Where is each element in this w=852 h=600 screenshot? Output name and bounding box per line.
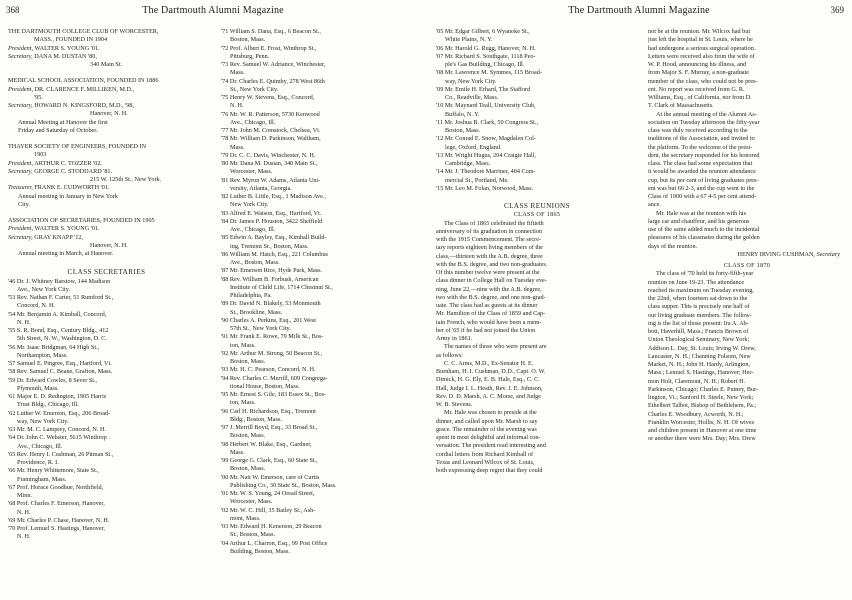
- report-line: reunion on June 19-23. The attendance: [648, 278, 745, 286]
- class-secretary-line: versity, Atlanta, Georgia.: [230, 184, 292, 192]
- class-secretary-line: St., Brookline, Mass.: [230, 308, 283, 316]
- class-1865-report-continued: [648, 28, 846, 251]
- association-line: Secretary, GEORGE C. STODDARD '81.: [8, 167, 113, 175]
- class-secretary-line: '53 Rev. Nathan F. Carter, 51 Rumford St.,: [8, 294, 114, 301]
- association-entry: [8, 143, 205, 209]
- class-secretary-line: '65 Rev. Henry I. Cushman, 26 Pitman St.,: [8, 450, 114, 458]
- report-line: and children present in Hanover at one time: [648, 427, 757, 434]
- class-secretary-line: '88 Rev. William B. Forbush, American: [221, 275, 319, 283]
- class-secretary-line: Publishing Co., 30 State St., Boston, Mass.: [230, 481, 337, 489]
- report-line: use of the same added much to the incidental: [648, 226, 760, 233]
- report-line: Class of 1900 with a 67 4-5 per cent attend-: [648, 193, 757, 200]
- class-secretary-line: '11 Mr. Joshua B. Clark, 50 Congress St.,: [436, 118, 538, 126]
- report-line: member of the class, who could not be pres-: [648, 77, 758, 85]
- report-line: Mass.; Lemuel S. Hastings, Hanover; Her-: [648, 369, 754, 377]
- class-secretary-line: Mass.: [230, 143, 245, 151]
- association-line: Hanover, N. H.: [90, 241, 128, 249]
- report-line: both expressing deep regret that they could: [436, 467, 543, 474]
- report-line: Texas and Leonard Wilcox of St. Louis,: [436, 458, 535, 466]
- report-line: pleasures of his classmates during the golden: [648, 234, 760, 242]
- association-line: '95.: [34, 93, 43, 101]
- class-secretary-line: '10 Mr. Maynard Teall, University Club,: [436, 102, 536, 110]
- report-line: Franklin Worcester, Hollis, N. H. Of wives: [648, 418, 755, 426]
- class-secretary-line: Minn.: [17, 492, 32, 499]
- association-line: Hanover, N. H.: [90, 110, 128, 118]
- report-line: sociation on Tuesday afternoon the fifty-year: [648, 118, 760, 126]
- association-line: President, DR. CLARENCE F. MILLIKEN, M.D.,: [8, 85, 135, 93]
- class-secretary-line: '15 Mr. Leo M. Folan, Norwood, Mass.: [436, 184, 534, 192]
- association-line: Secretary, GRAY KNAPP '12,: [8, 233, 83, 241]
- association-line: Treasurer, FRANK E. CUDWORTH '01.: [8, 184, 110, 192]
- report-line: dinner, and called upon Mr. Marsh to say: [436, 417, 538, 425]
- report-line: cup, but its per cent of living graduates pres-: [648, 176, 759, 184]
- report-line: Hall, Judge I. L. Heath, Rev. J. E. Johnson,: [436, 384, 543, 392]
- running-title-right: The Dartmouth Alumni Magazine: [568, 5, 710, 16]
- report-line: At the annual meeting of the Alumni As-: [656, 110, 757, 118]
- report-line: ent was but 66 2-3, and the cup went to the: [648, 184, 755, 192]
- association-line: President, WALTER S. YOUNG '01.: [8, 225, 100, 233]
- class-secretary-line: Mass.: [230, 69, 245, 77]
- report-line: it would be awarded the reunion attendance: [648, 168, 756, 176]
- association-line: President, WALTER S. YOUNG '01.: [8, 44, 100, 52]
- class-secretary-line: Ave., Chicago, Ill.: [230, 118, 276, 126]
- class-secretary-line: '76 Mr. W. R. Patterson, 5730 Kenwood: [221, 110, 320, 118]
- class-secretary-line: '78 Mr. William D. Parkinson, Waltham,: [221, 135, 321, 143]
- report-line: Union Theological Seminary, New York;: [648, 336, 750, 344]
- report-line: class dinner in College Hall on Tuesday eve-: [436, 277, 547, 285]
- report-line: class was duly received according to the: [648, 127, 748, 134]
- report-line: anniversary of its graduation in connection: [436, 227, 543, 235]
- left-column-1: [8, 28, 205, 542]
- report-line: ance.: [648, 201, 661, 209]
- association-line: Annual meeting in March, at Hanover.: [18, 250, 114, 257]
- class-secretary-line: Philadelphia, Pa.: [230, 292, 272, 299]
- association-line: THAYER SOCIETY OF ENGINEERS, FOUNDED IN: [8, 143, 147, 150]
- association-line: City.: [18, 200, 30, 208]
- report-line: C. C. Arms, M.D., Ex-Senator H. E.: [444, 359, 534, 367]
- report-line: from Major S. F. Murray, a non-graduate: [648, 69, 749, 77]
- class-secretary-line: '71 William S. Dana, Esq., 6 Beacon St.,: [221, 28, 321, 35]
- class-reunions-heading: CLASS REUNIONS: [503, 202, 571, 210]
- report-line: tary reports eighteen living members of the: [436, 244, 543, 252]
- class-secretary-line: '84 Dr. James P. Houston, 3422 Sheffield: [221, 217, 323, 225]
- class-secretary-line: '64 Dr. John C. Webster, 5615 Winthrop: [8, 434, 107, 442]
- report-line: the platform. To the welcome of the presi-: [648, 143, 753, 151]
- report-line: Of this number twelve were present at the: [436, 269, 540, 276]
- report-line: ent. No report was received from G. R.: [648, 85, 745, 93]
- report-line: mon Holt, Claremont, N. H.; Robert H.: [648, 377, 746, 385]
- report-line: The Class of 1865 celebrated the fiftieth: [444, 219, 544, 227]
- class-secretary-line: Boston, Mass.: [230, 358, 266, 365]
- class-secretary-line: '05 Mr. Edgar Gilbert, 6 Wyanoke St.,: [436, 28, 530, 35]
- report-line: just left the hospital in St. Louis, where he: [648, 36, 753, 44]
- class-secretary-line: N. H.: [17, 533, 31, 541]
- association-entry: [8, 77, 205, 135]
- association-entry: [8, 28, 205, 69]
- class-secretary-line: '89 Dr. David N. Blakely, 53 Monmouth: [221, 300, 321, 308]
- class-secretary-line: '00 Mr. Natt W. Emerson, care of Curtis: [221, 473, 320, 481]
- class-secretary-line: '94 Rev. Charles C. Merrill, 609 Congrega-: [221, 374, 328, 382]
- page-number-right: 369: [830, 5, 844, 15]
- report-line: not be at the reunion. Mr. Wilcox had but: [648, 28, 751, 35]
- report-line: traditions of the Association, and invited to: [648, 135, 755, 143]
- report-line: ing is the list of those present: Ira A. Ab-: [648, 319, 749, 327]
- report-line: class,—thirteen with the A.B. degree, three: [436, 252, 543, 260]
- report-line: Williams, Esq., of California, nor from D.: [648, 94, 752, 101]
- class-secretary-line: mont, Mass.: [230, 514, 261, 522]
- class-secretary-line: '57 Samuel E. Pingree, Esq., Hartford, Vt.: [8, 360, 112, 367]
- report-line: with the 1915 Commencement. The secre-: [436, 236, 542, 243]
- report-line: The class of '70 held its forty-fifth-year: [656, 270, 754, 278]
- class-secretary-line: '59 Dr. Edward Cowles, 8 Sever St.,: [8, 376, 98, 384]
- report-line: tain French, who would have been a mem-: [436, 318, 542, 326]
- report-line: our living graduate members. The follow-: [648, 311, 752, 319]
- class-secretary-line: 5th Street, N. W., Washington, D. C.: [17, 335, 107, 343]
- class-secretary-line: '62 Luther W. Emerson, Esq., 206 Broad-: [8, 409, 111, 417]
- class-secretary-line: White Plains, N. Y.: [445, 36, 493, 44]
- class-secretary-line: Ave., New York City.: [17, 285, 70, 293]
- class-secretary-line: way, New York City.: [445, 77, 497, 85]
- class-secretary-line: '63 Mr. M. C. Lamprey, Concord, N. H.: [8, 426, 106, 433]
- report-line: as follows:: [436, 351, 463, 359]
- class-secretary-line: '82 Luther B. Little, Esq., 1 Madison Ave.,: [221, 193, 326, 200]
- association-line: THE DARTMOUTH COLLEGE CLUB OF WORCESTER,: [8, 28, 159, 35]
- report-line: cordial letters from Richard Kimball of: [436, 450, 534, 458]
- class-secretary-line: ple's Gas Building, Chicago, Ill.: [445, 61, 525, 68]
- class-secretary-line: N. H.: [230, 102, 244, 110]
- class-secretary-line: Plymouth, Mass.: [17, 384, 59, 392]
- report-line: bott, Haverhill, Mass.; Francis Brown of: [648, 328, 749, 335]
- association-line: President, ARTHUR C. TOZZER '02.: [8, 159, 102, 167]
- association-line: Secretary, HOWARD N. KINGSFORD, M.D., '98,: [8, 102, 135, 109]
- class-secretaries-continued: [436, 28, 638, 193]
- class-secretary-line: '69 Mr. Charles P. Chase, Hanover, N. H.: [8, 516, 110, 524]
- class-secretary-line: '67 Prof. Horace Goodhue, Northfield,: [8, 483, 104, 491]
- class-secretary-line: Mass.: [230, 448, 245, 456]
- class-secretary-line: '12 Mr. Conrad E. Snow, Magdalen Col-: [436, 135, 536, 143]
- class-secretary-line: Institute of Child Life, 1714 Chestnut St.,: [230, 283, 333, 291]
- class-secretary-line: '93 Mr. H. C. Pearson, Concord, N. H.: [221, 366, 316, 374]
- report-line: Mr. Hamilton of the Class of 1859 and Cap-: [436, 310, 546, 318]
- class-secretary-line: '58 Rev. Samuel C. Beane, Grafton, Mass.: [8, 368, 113, 376]
- class-secretary-line: '72 Prof. Albert E. Frost, Winthrop St.,: [221, 44, 317, 52]
- report-line: Lancaster, N. H.; Channing Folsom, New: [648, 352, 751, 360]
- class-secretary-line: N. H.: [17, 508, 31, 516]
- class-secretary-line: Northampton, Mass.: [17, 351, 68, 359]
- report-line: Addison L. Day, St. Louis; Irving W. Drew,: [648, 344, 756, 352]
- class-secretary-line: '97 J. Merrill Boyd, Esq., 33 Broad St.,: [221, 424, 318, 431]
- association-line: 215 W. 125th St., New York.: [90, 176, 162, 183]
- class-1865-heading: CLASS OF 1865: [513, 211, 561, 219]
- report-line: had undergone a serious surgical operation.: [648, 44, 756, 52]
- class-secretary-line: Boston, Mass.: [230, 432, 266, 440]
- class-secretary-line: '83 Alfred E. Watson, Esq., Hartford, Vt.: [221, 209, 322, 217]
- report-line: uate. The class had as guests at its dinner: [436, 302, 538, 309]
- report-line: Burnham, H. I. Cushman, D.D., Capt. O. W.: [436, 368, 546, 375]
- report-line: Letters were received also from the wife of: [648, 52, 755, 60]
- report-line: Mr. Hale was chosen to preside at the: [444, 409, 537, 417]
- association-entry: [8, 217, 205, 258]
- report-line: Mr. Hale was at the reunion with his: [656, 209, 747, 217]
- class-secretary-line: '75 Henry W. Stevens, Esq., Concord,: [221, 94, 315, 101]
- class-secretary-line: ton, Mass.: [230, 399, 256, 407]
- class-secretary-line: '68 Prof. Charles F. Emerson, Hanover,: [8, 500, 105, 508]
- report-line: Charles E. Woodbury, Acworth, N. H.;: [648, 410, 744, 418]
- class-secretary-line: St., Boston, Mass.: [230, 531, 276, 539]
- class-secretary-line: '70 Prof. Lemuel S. Hastings, Hanover,: [8, 525, 105, 532]
- class-secretary-line: Ave., Boston, Mass.: [230, 259, 280, 266]
- class-1870-heading: CLASS OF 1870: [723, 262, 771, 269]
- class-secretary-line: '79 Dr. C. C. Davis, Winchester, N. H.: [221, 151, 316, 159]
- class-secretary-line: Cambridge, Mass.: [445, 160, 491, 167]
- report-line: ning, June 22,—nine with the A.B. degree,: [436, 285, 542, 293]
- class-secretary-line: ton, Mass.: [230, 341, 256, 349]
- class-secretary-line: Boston, Mass.: [230, 36, 266, 44]
- class-secretary-line: '56 Mr. Isaac Bridgman, 64 High St.,: [8, 343, 100, 351]
- class-secretary-line: '09 Mr. Emile H. Erhard, The Stafford: [436, 85, 531, 93]
- class-secretary-line: '91 Mr. Frank E. Rowe, 79 Milk St., Bos-: [221, 333, 324, 341]
- class-secretary-line: '96 Carl H. Richardson, Esq., Tremont: [221, 407, 316, 415]
- class-secretary-line: Co., Readville, Mass.: [445, 94, 499, 101]
- report-line: ber of '65 if he had not joined the Union: [436, 326, 536, 334]
- class-secretary-line: Providence, R. I.: [17, 459, 59, 466]
- class-secretary-line: Boston, Mass.: [230, 465, 266, 473]
- running-title-left: The Dartmouth Alumni Magazine: [142, 5, 284, 16]
- class-secretary-line: '08 Mr. Lawrence M. Symmes, 115 Broad-: [436, 69, 542, 77]
- secretary-signature-1865: HENRY IRVING CUSHMAN, Secretary: [737, 250, 840, 258]
- class-secretary-line: '90 Charles A. Perkins, Esq., 201 West: [221, 316, 317, 324]
- class-secretary-line: '14 Mr. J. Theodore Marriner, 404 Com-: [436, 168, 536, 176]
- report-line: or another there were Mrs. Day; Mrs. Drew: [648, 435, 756, 443]
- class-secretary-line: Framingham, Mass.: [17, 475, 67, 483]
- report-line: Army in 1861.: [436, 335, 473, 342]
- class-secretary-line: Bldg., Boston, Mass.: [230, 415, 282, 423]
- class-secretary-line: Buffalo, N. Y.: [445, 110, 480, 118]
- class-secretary-line: '13 Mr. Wright Hugus, 204 Craigie Hall,: [436, 151, 536, 159]
- association-line: MEDICAL SCHOOL ASSOCIATION, FOUNDED IN 1886: [8, 77, 159, 85]
- class-secretary-line: St., New York City.: [230, 85, 279, 93]
- class-1870-report: [648, 270, 846, 443]
- right-column-2: [648, 28, 846, 444]
- class-secretary-line: Boston, Mass.: [445, 127, 481, 134]
- class-secretary-line: '85 Edwin A. Bayley, Esq., Kimball Build-: [221, 234, 327, 242]
- class-secretary-line: '55 S. R. Bond, Esq., Century Bldg., 412: [8, 327, 109, 334]
- report-line: grace. The remainder of the evening was: [436, 425, 537, 433]
- class-secretary-line: '03 Mr. Edward H. Kenerson, 29 Beacon: [221, 523, 322, 530]
- report-line: W. B. Stevens.: [436, 401, 473, 408]
- class-secretary-line: '98 Herbert W. Blake, Esq., Gardner,: [221, 440, 312, 448]
- report-line: days of the reunion.: [648, 242, 698, 250]
- class-secretary-line: Worcester, Mass.: [230, 498, 273, 506]
- report-line: Dimick, H. G. Ely, E. B. Hale, Esq., C. C.: [436, 376, 540, 384]
- report-line: Ethelbert Talbot, Bishop of Bethlehem, Pa.;: [648, 402, 757, 410]
- class-secretary-line: '77 Mr. John M. Comstock, Chelsea, Vt.: [221, 127, 321, 134]
- class-secretary-line: way, New York City.: [17, 417, 69, 425]
- association-line: 340 Main St.: [90, 61, 123, 68]
- report-line: W. P. Hood, announcing his illness, and: [648, 61, 747, 68]
- right-page: [426, 0, 852, 600]
- class-secretary-line: '87 Mr. Emerson Rice, Hyde Park, Mass.: [221, 267, 323, 275]
- report-line: class. The class had some expectation that: [648, 160, 753, 167]
- report-line: lington, Vt.; Sanford H. Steele, New York;: [648, 394, 754, 401]
- class-secretary-line: '07 Mr. Richard S. Southgate, 1118 Peo-: [436, 52, 536, 60]
- class-secretary-line: '04 Arthur L. Charron, Esq., 99 Post Office: [221, 539, 328, 547]
- class-secretary-line: '73 Rev. Samuel W. Adriance, Winchester,: [221, 61, 326, 68]
- association-line: MASS., FOUNDED IN 1904: [34, 36, 108, 44]
- class-secretary-line: '80 Mr. Dana M. Dustan, 340 Main St.,: [221, 160, 318, 167]
- report-line: Market, N. H.; John H. Hardy, Arlington,: [648, 361, 751, 368]
- class-secretary-line: Ave., Chicago, Ill.: [230, 226, 276, 233]
- class-secretary-line: Ave., Chicago, Ill.: [17, 442, 63, 450]
- class-secretary-line: '92 Mr. Arthur M. Strong, 50 Beacon St.,: [221, 349, 323, 357]
- association-line: Friday and Saturday of October.: [18, 126, 98, 134]
- class-secretary-line: '81 Rev. Myron W. Adams, Atlanta Uni-: [221, 176, 321, 184]
- report-line: Rev. D. D. Marsh, A. C. Morse, and Judge: [436, 392, 541, 400]
- report-line: class supper. This is precisely one half of: [648, 303, 750, 311]
- class-secretary-line: Worcester, Mass.: [230, 168, 273, 176]
- class-secretary-line: '86 William M. Hatch, Esq., 221 Columbus: [221, 250, 328, 258]
- report-line: two with the B.S. degree, and one non-grad-: [436, 293, 546, 301]
- report-line: with the B.S. degree, and two non-graduates.: [436, 260, 548, 268]
- association-line: ASSOCIATION OF SECRETARIES, FOUNDED IN 1905: [8, 217, 155, 224]
- class-secretary-line: '66 Mr. Henry Whittemore, State St.,: [8, 467, 99, 475]
- report-line: large car and chauffeur, and his generous: [648, 217, 750, 225]
- class-secretary-line: '06 Mr. Harold G. Rugg, Hanover, N. H.: [436, 44, 536, 52]
- class-secretary-line: '61 Major E. D. Redington, 1905 Harris: [8, 393, 107, 400]
- class-secretary-line: Concord, N. H.: [17, 302, 55, 310]
- association-line: Annual Meeting at Hanover the first: [18, 118, 108, 126]
- page-number-left: 368: [6, 5, 20, 15]
- report-line: The names of those who were present are: [444, 343, 547, 351]
- report-line: versation. The president read interesting and: [436, 442, 546, 450]
- class-secretaries-list: [8, 278, 205, 542]
- class-secretary-line: '95 Mr. Ernest S. Gile, 183 Essex St., Bos-: [221, 391, 327, 398]
- class-secretary-line: New York City.: [230, 201, 269, 209]
- report-line: dent, the secretary responded for his honored: [648, 151, 760, 159]
- class-secretary-line: '46 Dr. J. Whitney Barstow, 144 Madison: [8, 277, 111, 285]
- association-line: 1903: [34, 151, 47, 159]
- class-secretary-line: '74 Dr. Charles E. Quimby, 278 West 86th: [221, 77, 325, 85]
- report-line: T. Clark of Massachusetts.: [648, 102, 714, 110]
- class-secretary-line: '01 Mr. W. S. Young, 24 Oread Street,: [221, 490, 315, 497]
- report-line: reached its maximum on Tuesday evening,: [648, 286, 754, 294]
- class-secretary-line: Building, Boston, Mass.: [230, 547, 290, 555]
- class-secretaries-heading: CLASS SECRETARIES: [67, 268, 146, 277]
- report-line: Parkinson, Chicago; Charles E. Putney, Bur-: [648, 385, 759, 393]
- class-secretary-line: '54 Mr. Benjamin A. Kimball, Concord,: [8, 310, 107, 318]
- association-line: Secretary, DANA M. DUSTAN '80,: [8, 52, 97, 60]
- association-line: Annual meeting in January in New York: [18, 192, 118, 200]
- class-secretary-line: Pittsburg, Penn.: [230, 52, 270, 60]
- class-1865-report: [436, 220, 638, 476]
- report-line: the 22nd, when fourteen sat down to the: [648, 295, 748, 302]
- class-secretary-line: lege, Oxford, England.: [445, 143, 502, 151]
- right-column-1: [436, 28, 638, 475]
- class-secretary-line: N. H.: [17, 318, 31, 326]
- class-secretary-line: tional House, Boston, Mass.: [230, 382, 300, 390]
- class-secretary-line: Trust Bldg., Chicago, Ill.: [17, 401, 79, 409]
- class-secretary-line: ing, Tremont St., Boston, Mass.: [230, 242, 309, 250]
- class-secretary-line: 57th St., New York City.: [230, 325, 291, 332]
- left-column-2: [221, 28, 419, 556]
- class-secretary-line: mercial St., Portland, Me.: [445, 176, 509, 184]
- report-line: spent in most delightful and informal con-: [436, 434, 541, 441]
- class-secretary-line: '02 Mr. W. C. Hill, 35 Bailey St., Ash-: [221, 506, 316, 514]
- class-secretary-line: '99 George G. Clark, Esq., 60 State St.,: [221, 457, 318, 464]
- class-secretaries-list: [221, 28, 419, 556]
